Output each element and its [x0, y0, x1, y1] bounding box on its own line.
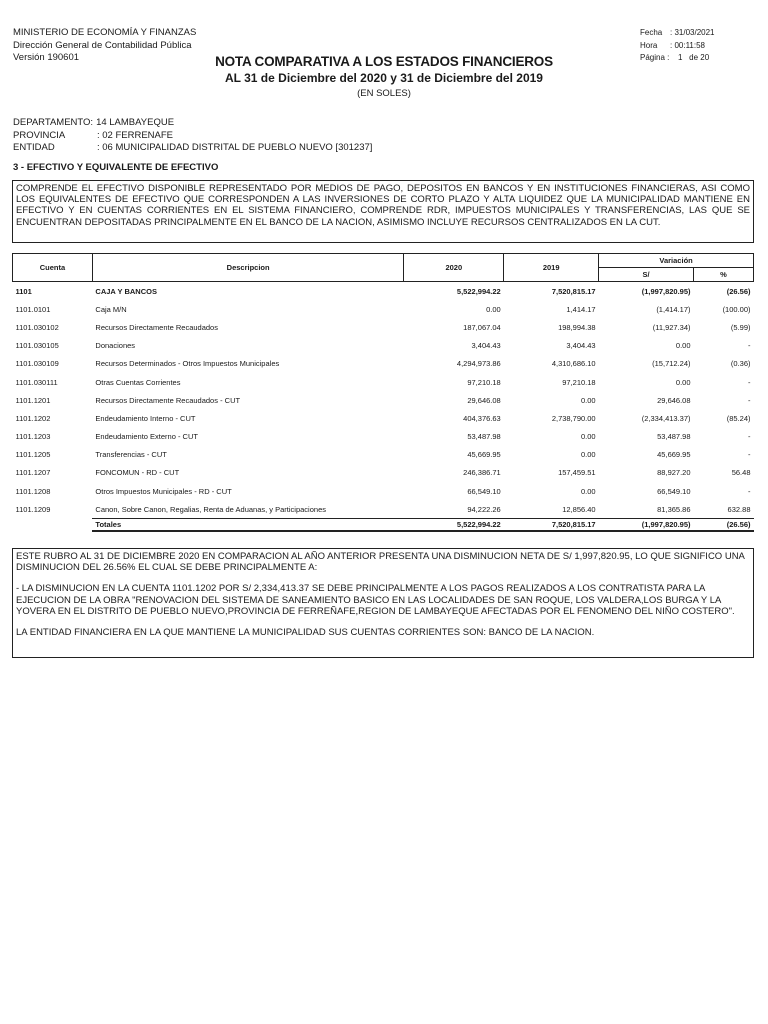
- table-row: [13, 428, 754, 446]
- cell-descripcion: Endeudamiento Interno - CUT: [95, 413, 196, 423]
- cell-variacion: 0.00: [675, 377, 691, 387]
- page-title: NOTA COMPARATIVA A LOS ESTADOS FINANCIEROS: [215, 54, 553, 69]
- table-row: [13, 391, 754, 409]
- section-title: 3 - EFECTIVO Y EQUIVALENTE DE EFECTIVO: [13, 162, 219, 173]
- note-paragraph: LA ENTIDAD FINANCIERA EN LA QUE MANTIENE LA MUNICIPALIDAD SUS CUENTAS CORRIENTES SON: BANCO DE LA NACION.: [16, 627, 595, 639]
- cell-cuenta: 1101.0101: [15, 304, 51, 314]
- col-descripcion: Descripcion: [92, 254, 403, 282]
- ministry-name: MINISTERIO DE ECONOMÍA Y FINANZAS: [13, 27, 197, 38]
- cell-pct: (26.56): [726, 286, 751, 296]
- note-paragraph: ESTE RUBRO AL 31 DE DICIEMBRE 2020 EN COMPARACION AL AÑO ANTERIOR PRESENTA UNA DISMINUCION NETA DE S/ 1,997,820.95, LO QUE SIGNIFICO UNA DISMINUCION DEL 26.56% EL CUAL SE DEBE PRINCIPALMENTE A:: [16, 551, 745, 574]
- table-row: [13, 282, 754, 301]
- cell-cuenta: 1101.030102: [15, 322, 59, 332]
- version-label: Versión 190601: [13, 52, 80, 63]
- cell-pct: (85.24): [726, 413, 751, 423]
- cell-2020: 0.00: [486, 304, 501, 314]
- cell-pct: -: [748, 341, 751, 351]
- cell-2020: 3,404.43: [471, 341, 501, 351]
- cell-descripcion: Otros Impuestos Municipales - RD - CUT: [95, 486, 232, 496]
- table-row: [13, 373, 754, 391]
- table-row: [13, 409, 754, 427]
- table-row: [13, 300, 754, 318]
- cell-pct: -: [748, 432, 751, 442]
- departamento-label: DEPARTAMENTO:: [13, 117, 94, 128]
- cell-descripcion: Canon, Sobre Canon, Regalias, Renta de Aduanas, y Participaciones: [95, 504, 326, 514]
- cell-cuenta: 1101.1203: [15, 432, 51, 442]
- cell-cuenta: 1101.1209: [15, 505, 51, 515]
- cell-2020: 246,386.71: [463, 468, 501, 478]
- cell-2019: 1,414.17: [566, 304, 596, 314]
- cell-2019: 2,738,790.00: [551, 413, 596, 423]
- col-variacion-pct: %: [694, 268, 754, 282]
- cell-cuenta: 1101.1202: [15, 413, 51, 423]
- total-label: Totales: [92, 519, 403, 532]
- cell-2020: 94,222.26: [467, 504, 501, 514]
- note-paragraph: - LA DISMINUCION EN LA CUENTA 1101.1202 POR S/ 2,334,413.37 SE DEBE PRINCIPALMENTE A LOS PAGOS REALIZADOS A LOS CONTRATISTA PARA LA EJECUCION DE LA OBRA "RENOVACION DEL SISTEMA DE SANEAMIENTO BASICO EN LAS LOCALIDADES DE SAN ROQUE, LOS VALDERA,LOS BURGA Y LA YOVERA EN EL DISTRITO DE PUEBLO NUEVO,PROVINCIA DE FERREÑAFE,REGION DE LAMBAYEQUE AFECTADAS POR EL FENOMENO DEL NIÑO COSTERO".: [16, 583, 735, 617]
- cell-2020: 53,487.98: [467, 432, 501, 442]
- currency-label: (EN SOLES): [357, 88, 411, 99]
- cell-cuenta: 1101.1207: [15, 468, 51, 478]
- cell-2019: 4,310,686.10: [551, 359, 596, 369]
- cell-2020: 66,549.10: [467, 486, 501, 496]
- cell-pct: 56.48: [731, 468, 751, 478]
- cell-2019: 7,520,815.17: [551, 286, 596, 296]
- cell-pct: 632.88: [727, 504, 751, 514]
- cell-pct: -: [748, 486, 751, 496]
- pagina-value: 1 de 20: [678, 53, 710, 62]
- provincia-value: : 02 FERRENAFE: [97, 129, 174, 141]
- cell-cuenta: 1101.030111: [15, 377, 58, 387]
- totals-row: [13, 519, 754, 532]
- cell-2019: 0.00: [581, 432, 596, 442]
- cell-2020: 45,669.95: [467, 450, 501, 460]
- cell-descripcion: Otras Cuentas Corrientes: [95, 377, 181, 387]
- cell-cuenta: 1101.1201: [15, 395, 51, 405]
- entidad-value: : 06 MUNICIPALIDAD DISTRITAL DE PUEBLO NUEVO [301237]: [97, 142, 373, 153]
- cell-2020: 29,646.08: [467, 395, 501, 405]
- col-cuenta: Cuenta: [13, 254, 93, 282]
- cell-2019: 12,856.40: [562, 504, 596, 514]
- cell-2019: 0.00: [581, 486, 596, 496]
- table-row: [13, 355, 754, 373]
- cell-variacion: 81,365.86: [657, 504, 691, 514]
- table-body: [13, 282, 754, 532]
- cell-descripcion: CAJA Y BANCOS: [95, 286, 157, 296]
- cell-descripcion: Endeudamiento Externo - CUT: [95, 432, 198, 442]
- cell-variacion: (2,334,413.37): [641, 413, 691, 423]
- total-y2020: 5,522,994.22: [404, 519, 504, 532]
- hora-value: : 00:11:58: [670, 40, 705, 50]
- cell-variacion: (15,712.24): [652, 359, 691, 369]
- cell-descripcion: Caja M/N: [95, 304, 127, 314]
- provincia-label: PROVINCIA: [13, 129, 66, 141]
- departamento-value: 14 LAMBAYEQUE: [96, 117, 175, 128]
- entity-info: [13, 117, 372, 155]
- fecha-label: Fecha: [640, 28, 663, 37]
- cell-cuenta: 1101: [15, 286, 32, 296]
- entidad-label: ENTIDAD: [13, 142, 55, 153]
- cell-descripcion: Recursos Directamente Recaudados: [95, 322, 218, 332]
- cell-cuenta: 1101.1205: [15, 450, 51, 460]
- cell-variacion: (1,414.17): [656, 304, 691, 314]
- cell-pct: -: [748, 377, 751, 387]
- comparative-table: [12, 253, 754, 532]
- cell-descripcion: Donaciones: [95, 341, 136, 351]
- cell-descripcion: FONCOMUN - RD - CUT: [95, 468, 180, 478]
- analysis-notes: [12, 548, 754, 658]
- table-row: [13, 318, 754, 336]
- cell-pct: (0.36): [730, 359, 751, 369]
- cell-cuenta: 1101.1208: [15, 486, 51, 496]
- col-2020: 2020: [404, 254, 504, 282]
- cell-2019: 3,404.43: [566, 341, 596, 351]
- col-variacion: Variación: [599, 254, 754, 268]
- cell-pct: (5.99): [730, 322, 751, 332]
- cell-cuenta: 1101.030109: [15, 359, 59, 369]
- cell-descripcion: Recursos Directamente Recaudados - CUT: [95, 395, 241, 405]
- cell-variacion: (1,997,820.95): [641, 286, 691, 296]
- table-row: [13, 464, 754, 482]
- section-description: COMPRENDE EL EFECTIVO DISPONIBLE REPRESENTADO POR MEDIOS DE PAGO, DEPOSITOS EN BANCOS Y EN INSTITUCIONES FINANCIERAS, ASI COMO LOS EQUIVALENTES DE EFECTIVO QUE CORRESPONDEN A LAS INVERSIONES DE CORTO PLAZO Y ALTA LIQUIDEZ QUE LA MUNICIPALIDAD MANTIENE EN EFECTIVO Y EN CUENTAS CORRIENTES EN EL SISTEMA FINANCIERO, COMPRENDE RDR, IMPUESTOS MUNICIPALES Y TRANSFERENCIAS, LAS QUE SE ENCUENTRAN DEPOSITADAS PRINCIPALMENTE EN EL BANCO DE LA NACION, ASIMISMO INCLUYE RECURSOS CENTRALIZADOS EN LA CUT.: [12, 180, 754, 243]
- total-y2019: 7,520,815.17: [504, 519, 599, 532]
- cell-2019: 0.00: [581, 395, 596, 405]
- fecha-value: : 31/03/2021: [670, 28, 715, 37]
- pagina-label: Página :: [640, 53, 670, 62]
- table-row: [13, 446, 754, 464]
- table-row: [13, 337, 754, 355]
- cell-2020: 4,294,973.86: [456, 359, 501, 369]
- table-row: [13, 500, 754, 519]
- cell-variacion: 45,669.95: [657, 450, 691, 460]
- cell-2020: 404,376.63: [463, 413, 501, 423]
- page-subtitle: AL 31 de Diciembre del 2020 y 31 de Diciembre del 2019: [225, 71, 543, 85]
- cell-2019: 97,210.18: [562, 377, 596, 387]
- cell-pct: -: [748, 450, 751, 460]
- cell-cuenta: 1101.030105: [15, 341, 59, 351]
- cell-2020: 187,067.04: [463, 322, 501, 332]
- cell-variacion: 66,549.10: [657, 486, 691, 496]
- total-pct: (26.56): [694, 519, 754, 532]
- cell-2019: 0.00: [581, 450, 596, 460]
- cell-variacion: (11,927.34): [652, 322, 691, 332]
- col-variacion-soles: S/: [599, 268, 694, 282]
- hora-label: Hora: [640, 40, 658, 50]
- cell-variacion: 0.00: [675, 341, 691, 351]
- total-empty: [13, 519, 93, 532]
- cell-2019: 198,994.38: [558, 322, 596, 332]
- cell-2019: 157,459.51: [558, 468, 596, 478]
- cell-descripcion: Transferencias - CUT: [95, 450, 167, 460]
- table-row: [13, 482, 754, 500]
- col-2019: 2019: [504, 254, 599, 282]
- directorate-name: Dirección General de Contabilidad Pública: [13, 39, 192, 51]
- cell-variacion: 29,646.08: [657, 395, 691, 405]
- total-var: (1,997,820.95): [599, 519, 694, 532]
- cell-variacion: 88,927.20: [657, 468, 691, 478]
- cell-pct: (100.00): [722, 304, 751, 314]
- cell-variacion: 53,487.98: [657, 432, 691, 442]
- cell-pct: -: [748, 395, 751, 405]
- cell-descripcion: Recursos Determinados - Otros Impuestos Municipales: [95, 359, 280, 369]
- cell-2020: 5,522,994.22: [456, 286, 501, 296]
- cell-2020: 97,210.18: [467, 377, 501, 387]
